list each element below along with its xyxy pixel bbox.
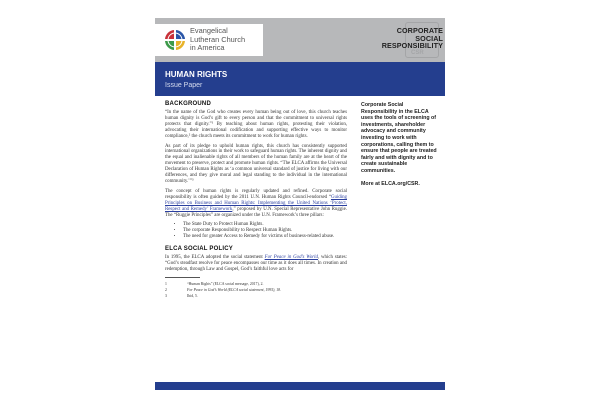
social-policy-section [165,246,347,273]
list-item: • The State Duty to Protect Human Rights. [183,222,347,228]
policy-text-before: In 1995, the ELCA adopted the social statement [165,255,265,261]
background-paragraph-1: “In the name of the God who creates every human being out of love, this church teaches human dignity is God’s gift to every person and that the commitment to universal rights protects that dignity.”¹ By teaching about human rights, protesting their violation, advocating their international codification and supporting effective ways to monitor compliance,² the church meets its commitment to work for human rights. [165,110,347,139]
background-section [165,101,347,240]
program-title [382,27,443,50]
footnote-text: For Peace in God’s World (ELCA social statement, 1995), 18. [187,287,282,292]
list-item: • The need for greater Access to Remedy for victims of business-related abuse. [183,234,347,240]
document-page [155,18,445,392]
org-name [190,27,245,53]
footnote [165,293,347,299]
para3-text-before: The concept of human rights is regularly updated and refined. Corporate social responsibility is often guided by the 2011 U.N. Human Rights Council-endorsed “ [165,188,347,200]
page-subtitle: Issue Paper [165,82,203,89]
footnotes [165,281,347,299]
footnote-number: 1 [165,281,167,286]
social-policy-heading: ELCA SOCIAL POLICY [165,246,233,253]
header [155,18,445,62]
page-title: HUMAN RIGHTS [165,70,228,79]
sidebar-callout [361,102,439,187]
policy-text-after: , which states: “God’s steadfast resolve for peace encompasses our time as it does all times. In creation and redemption, through Law and Gospel, God’s faithful love acts for [165,255,348,272]
pillars-list [165,222,347,240]
footnote-text: “Human Rights” (ELCA social message, 2017), 2. [187,281,264,286]
title-banner [155,62,445,96]
sidebar-more-link[interactable]: More at ELCA.org/CSR. [361,180,420,187]
social-policy-paragraph [165,255,347,273]
para3-text-after: ,” proposed by U.N. Special Representative John Ruggie. The “Ruggie Principles” are organized under the U.N. Framework’s three pillars: [165,206,347,218]
program-title-line3: RESPONSIBILITY [381,41,443,51]
org-name-line2: Lutheran Church [190,34,246,44]
background-paragraph-3 [165,189,347,219]
csr-watermark-text: CSR [411,50,424,56]
footnote-divider [165,277,200,278]
elca-logo [155,24,263,56]
guiding-principles-link[interactable]: Guiding Principles on Business and Human Rights: Implementing the United Nations ‘Protect, Respect and Remedy’ Framework [165,194,347,212]
peace-statement-link[interactable]: For Peace in God’s World [264,255,318,261]
background-heading: BACKGROUND [165,101,211,107]
sidebar-description: Corporate Social Responsibility in the ELCA uses the tools of screening of investments, shareholder advocacy and community investing to work with corporations, calling them to ensure that people are treated fairly and with dignity and to create sustainable communities. [361,102,437,174]
footnote-number: 3 [165,293,167,298]
elca-cross-icon [163,28,187,52]
footnote-number: 2 [165,287,167,292]
org-name-line1: Evangelical [190,26,228,35]
program-title-line2: SOCIAL [415,33,443,43]
main-column [165,101,347,299]
list-item: • The corporate Responsibility to Respect Human Rights. [183,228,347,234]
background-paragraph-2: As part of its pledge to uphold human rights, this church has consistently supported international organizations in their work to safeguard human rights. The inherent dignity and the equal and inalienable rights of all members of the human family are at the heart of the movement to preserve, protect and promote human rights. “The ELCA affirms the Universal Declaration of Human Rights as ‘a common universal standard of justice for living with our differences, and they give moral and legal standing to the individual in the international community.’”³ [165,143,347,184]
program-title-line1: CORPORATE [396,26,443,35]
footnote-text: Ibid, 5. [187,293,198,298]
org-name-line3: in America [190,43,225,53]
footer-bar [155,382,445,390]
